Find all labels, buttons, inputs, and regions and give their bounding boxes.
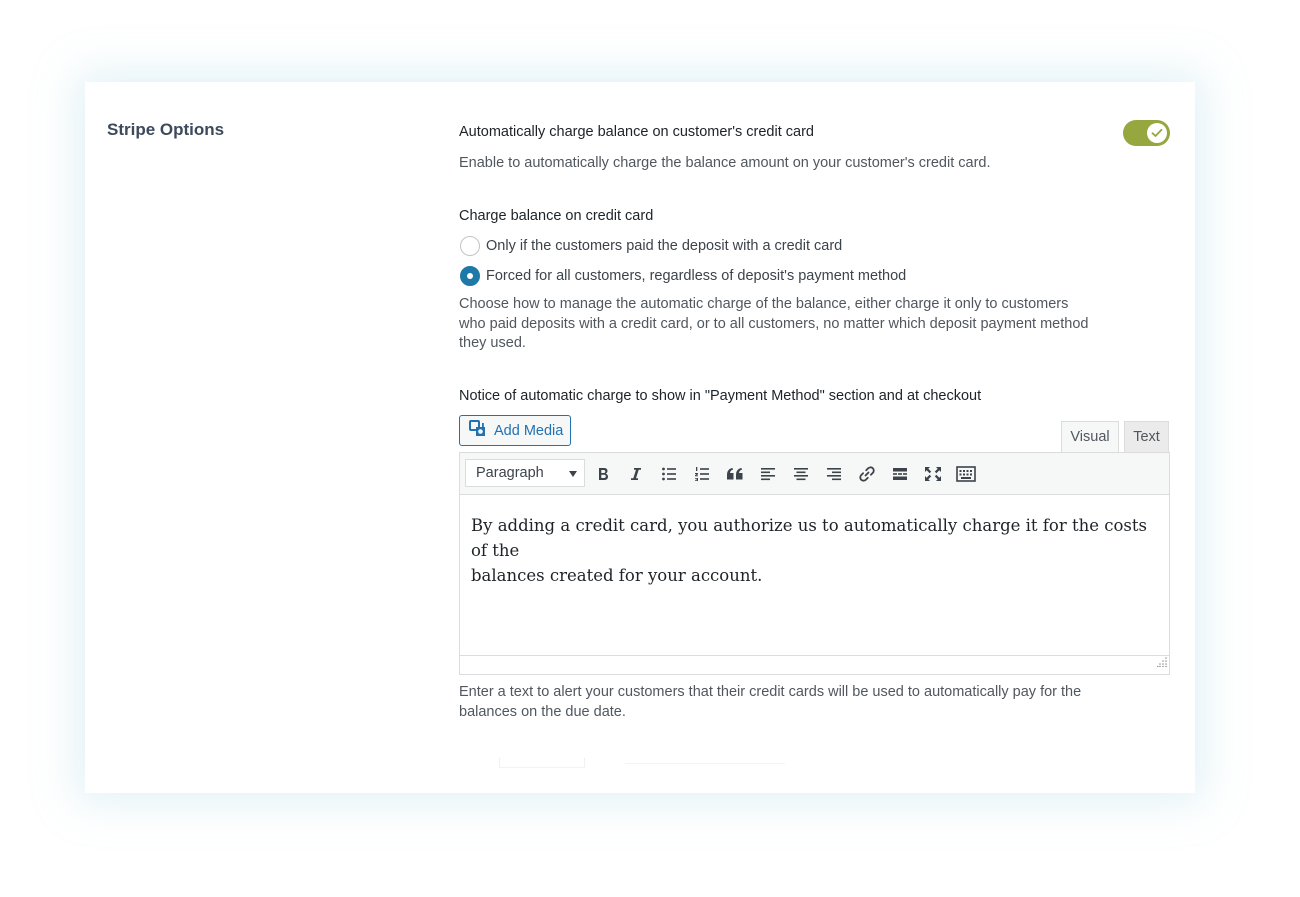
editor-toolbar: [460, 453, 1169, 495]
numbered-list-icon[interactable]: [689, 461, 715, 487]
content-line: balances created for your account.: [471, 566, 763, 585]
notice-label: Notice of automatic charge to show in "Payment Method" section and at checkout: [459, 388, 982, 404]
radio-option-label: Forced for all customers, regardless of deposit's payment method: [486, 268, 907, 284]
auto-charge-toggle[interactable]: [1123, 120, 1170, 146]
format-select-value: Paragraph: [476, 465, 544, 481]
resize-handle-icon[interactable]: [1157, 654, 1167, 672]
radio-option-forced-all[interactable]: [459, 266, 906, 286]
radio-button-checked[interactable]: [460, 266, 480, 286]
format-select[interactable]: [465, 459, 585, 487]
bold-icon[interactable]: [590, 461, 616, 487]
check-icon: [1147, 123, 1167, 143]
link-icon[interactable]: [854, 461, 880, 487]
auto-charge-description: Enable to automatically charge the balance amount on your customer's credit card.: [459, 155, 991, 171]
description-line: Enter a text to alert your customers that their credit cards will be used to automatically pay for the: [459, 684, 1082, 700]
toolbar-toggle-icon[interactable]: [953, 461, 979, 487]
fullscreen-icon[interactable]: [920, 461, 946, 487]
align-right-icon[interactable]: [821, 461, 847, 487]
blockquote-icon[interactable]: [722, 461, 748, 487]
stripe-options-card: [85, 82, 1195, 793]
radio-option-label: Only if the customers paid the deposit with a credit card: [486, 238, 843, 254]
media-icon: [460, 420, 494, 442]
tab-visual[interactable]: Visual: [1061, 421, 1119, 452]
notice-editor[interactable]: [459, 452, 1170, 675]
charge-mode-label: Charge balance on credit card: [459, 208, 654, 224]
align-left-icon[interactable]: [755, 461, 781, 487]
radio-button-unchecked[interactable]: [460, 236, 480, 256]
bottom-fade: [85, 753, 1195, 793]
editor-content[interactable]: [460, 495, 1169, 655]
read-more-icon[interactable]: [887, 461, 913, 487]
description-line: balances on the due date.: [459, 703, 626, 720]
add-media-label: Add Media: [494, 422, 564, 439]
chevron-down-icon: [569, 471, 577, 477]
italic-icon[interactable]: [623, 461, 649, 487]
description-line: who paid deposits with a credit card, or to all customers, no matter which deposit payment method: [459, 315, 1089, 332]
align-center-icon[interactable]: [788, 461, 814, 487]
description-line: they used.: [459, 335, 526, 351]
auto-charge-label: Automatically charge balance on customer's credit card: [459, 124, 814, 140]
content-line: By adding a credit card, you authorize us to automatically charge it for the costs of the: [471, 516, 1147, 560]
notice-description: [459, 683, 1081, 722]
charge-mode-description: [459, 295, 1088, 354]
section-title: Stripe Options: [107, 120, 225, 139]
description-line: Choose how to manage the automatic charge of the balance, either charge it only to customers: [459, 296, 1069, 312]
editor-statusbar: [460, 655, 1169, 674]
bullet-list-icon[interactable]: [656, 461, 682, 487]
add-media-button[interactable]: [459, 415, 571, 446]
radio-option-credit-card-only[interactable]: [459, 236, 842, 256]
tab-text[interactable]: Text: [1124, 421, 1169, 452]
